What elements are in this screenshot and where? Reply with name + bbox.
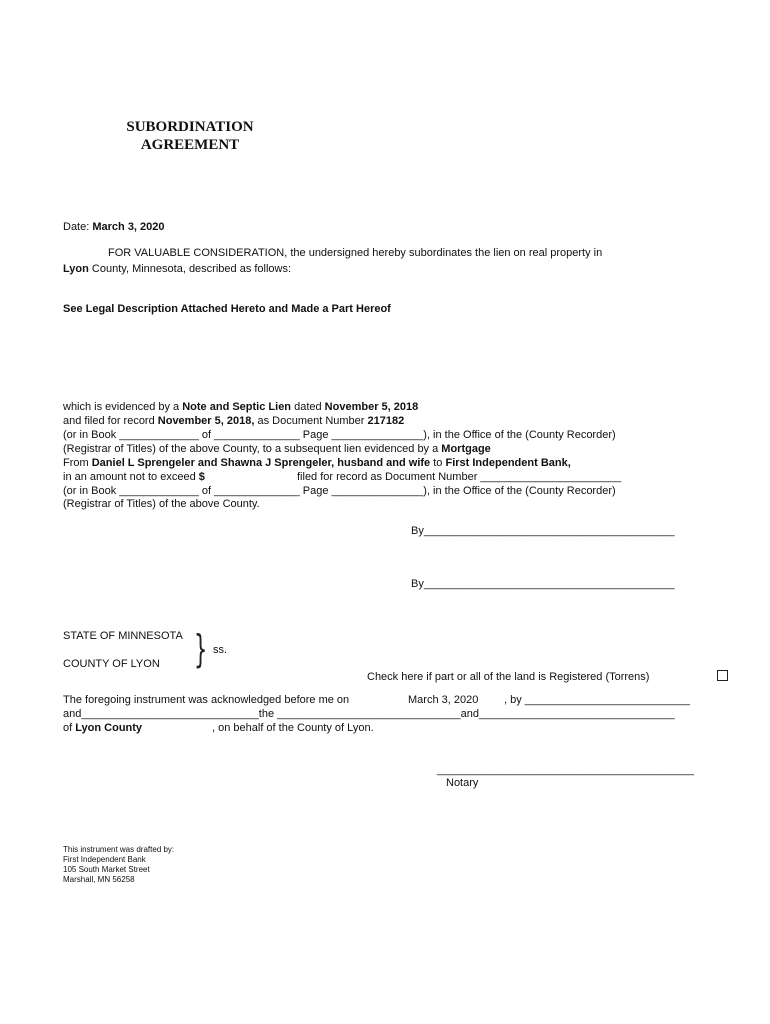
lender-name: First Independent Bank,: [445, 457, 571, 469]
signature-line-1: By_________________________________________: [411, 525, 675, 537]
dollar-sign: $: [198, 471, 205, 483]
drafted-by-block: [63, 845, 174, 885]
date-line: [63, 220, 165, 234]
lien-line-5: [63, 456, 571, 470]
lien-text: in an amount not to exceed: [63, 471, 199, 483]
notary-label: Notary: [446, 777, 479, 789]
lien-type: Note and Septic Lien: [182, 401, 292, 413]
lien-text: dated: [291, 401, 325, 413]
filed-date: November 5, 2018,: [157, 415, 255, 427]
drafter-name: First Independent Bank: [63, 855, 146, 864]
lien-line-2: [63, 414, 404, 428]
acknowledgment-line-1-b: , by ___________________________: [504, 694, 690, 706]
signature-line-2: By_________________________________________: [411, 578, 675, 590]
lien-line-7: (or in Book _____________ of ______________ Page _______________), in the Office of the (County Recorder): [63, 485, 616, 497]
venue-ss: ss.: [213, 644, 228, 656]
lien-line-3: (or in Book _____________ of ______________ Page _______________), in the Office of the (County Recorder): [63, 429, 616, 441]
ack-text: of: [63, 722, 76, 734]
brace-icon: }: [194, 627, 208, 671]
date-label: Date:: [63, 221, 90, 233]
ack-county: Lyon County: [75, 722, 143, 734]
lien-text: From: [63, 457, 92, 469]
acknowledgment-line-3-a: [63, 721, 142, 735]
title-line-1: SUBORDINATION: [126, 119, 254, 135]
lien-text: and filed for record: [63, 415, 158, 427]
document-title: [80, 118, 300, 154]
consideration-line-2: [63, 262, 291, 276]
lien-line-8: (Registrar of Titles) of the above County.: [63, 498, 260, 510]
torrens-checkbox[interactable]: [717, 670, 728, 681]
acknowledgment-date: March 3, 2020: [408, 694, 479, 706]
lien-text: as Document Number: [254, 415, 368, 427]
consideration-line-1: FOR VALUABLE CONSIDERATION, the undersigned hereby subordinates the lien on real property in: [108, 247, 603, 259]
drafted-by-heading: This instrument was drafted by:: [63, 845, 175, 854]
lien-text: which is evidenced by a: [63, 401, 183, 413]
notary-signature-line: __________________________________________: [437, 764, 694, 776]
mortgage-label: Mortgage: [441, 443, 491, 455]
venue-state: STATE OF MINNESOTA: [63, 630, 183, 642]
consideration-line-2-rest: County, Minnesota, described as follows:: [88, 263, 292, 275]
lien-line-6-b: filed for record as Document Number _______________________: [297, 471, 622, 483]
lien-text: to: [430, 457, 446, 469]
acknowledgment-line-1-a: The foregoing instrument was acknowledged before me on: [63, 694, 350, 706]
acknowledgment-line-2: and_____________________________the ______________________________and________________________________: [63, 708, 675, 720]
legal-description: See Legal Description Attached Hereto and Made a Part Hereof: [63, 303, 391, 315]
document-number: 217182: [367, 415, 405, 427]
venue-county: COUNTY OF LYON: [63, 658, 160, 670]
lien-line-6-a: [63, 470, 205, 484]
borrower-names: Daniel L Sprengeler and Shawna J Sprengeler, husband and wife: [91, 457, 431, 469]
county-name: Lyon: [63, 263, 89, 275]
torrens-check-label: Check here if part or all of the land is Registered (Torrens): [367, 671, 650, 683]
lien-line-4: [63, 442, 491, 456]
drafter-city: Marshall, MN 56258: [63, 875, 135, 884]
acknowledgment-line-3-c: , on behalf of the County of Lyon.: [212, 722, 374, 734]
lien-text: (Registrar of Titles) of the above County, to a subsequent lien evidenced by a: [63, 443, 442, 455]
date-value: March 3, 2020: [92, 221, 165, 233]
drafter-street: 105 South Market Street: [63, 865, 150, 874]
lien-line-1: [63, 400, 418, 414]
title-line-2: AGREEMENT: [140, 137, 240, 153]
lien-date: November 5, 2018: [324, 401, 419, 413]
